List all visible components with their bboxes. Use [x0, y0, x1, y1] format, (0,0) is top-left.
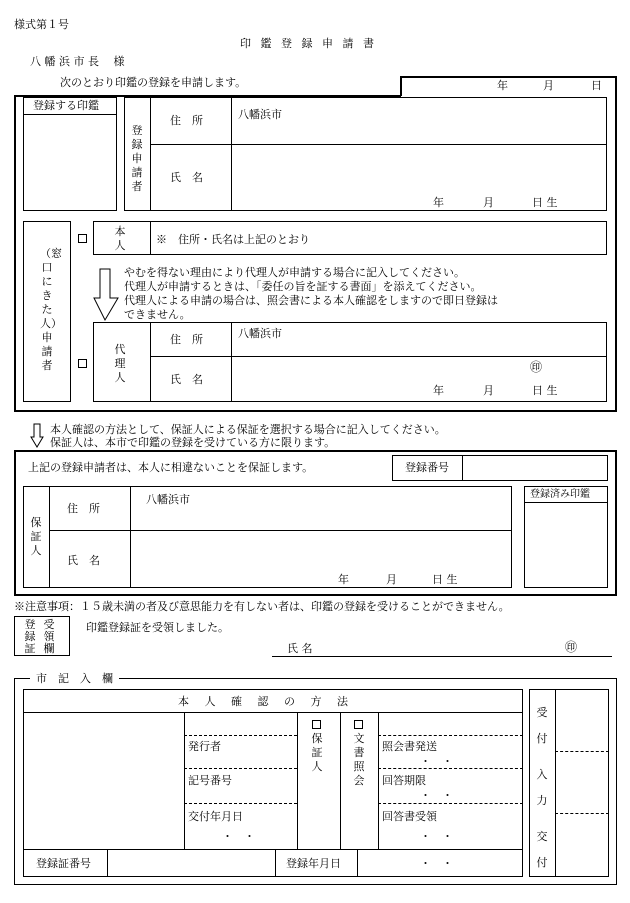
reply-deadline-dots: ・ ・	[420, 789, 453, 802]
guarantor-note-2: 保証人は、本市で印鑑の登録を受けている方に限ります。	[50, 436, 336, 449]
guarantor-note-1: 本人確認の方法として、保証人による保証を選択する場合に記入してください。	[50, 423, 446, 436]
proxy-instruction-3: 代理人による申請の場合は、照会書による本人確認をしますので即日登録は	[124, 294, 498, 307]
guarantor-birth-day-label: 日 生	[432, 573, 458, 586]
intro-text: 次のとおり印鑑の登録を申請します。	[60, 76, 247, 89]
proxy-name-field[interactable]	[238, 360, 428, 390]
guarantor-arrow-icon	[30, 423, 44, 449]
guarantor-reg-number-field[interactable]	[465, 457, 605, 479]
receipt-text: 印鑑登録証を受領しました。	[86, 621, 229, 634]
applicant-group-label: 登録申請者	[131, 124, 143, 193]
applicant-birth-day-label: 日 生	[532, 196, 558, 209]
applicant-address-label: 住 所	[170, 114, 203, 127]
proxy-birth-month-label: 月	[483, 384, 494, 397]
applicant-birth-year-label: 年	[433, 196, 444, 209]
proxy-checkbox[interactable]	[78, 359, 87, 368]
registered-seal-label: 登録する印鑑	[33, 99, 99, 112]
proxy-instruction-4: できません。	[124, 308, 191, 321]
proxy-birth-year-label: 年	[433, 384, 444, 397]
input-label: 入力	[536, 768, 548, 807]
application-day-label: 日	[591, 79, 602, 92]
proxy-address-field[interactable]: 八幡浜市	[238, 327, 282, 340]
symbol-number-label: 記号番号	[188, 774, 232, 787]
form-title: 印 鑑 登 録 申 請 書	[240, 37, 377, 50]
applicant-address-field[interactable]: 八幡浜市	[238, 108, 282, 121]
proxy-label: 代理人	[114, 343, 126, 384]
receipt-name-field[interactable]	[320, 638, 550, 656]
reg-cert-number-label: 登録証番号	[36, 857, 91, 870]
city-section-title: 市 記 入 欄	[30, 672, 119, 685]
guarantor-option-checkbox[interactable]	[312, 720, 321, 729]
guarantor-reg-number-label: 登録番号	[405, 461, 449, 474]
document-inquiry-label: 文書照会	[353, 732, 365, 787]
guarantor-address-field[interactable]: 八幡浜市	[146, 493, 190, 506]
guarantor-birth-month-label: 月	[386, 573, 397, 586]
guarantor-birth-year-label: 年	[338, 573, 349, 586]
receipt-name-label: 氏 名	[287, 642, 313, 655]
guarantor-registered-seal-label: 登録済み印鑑	[530, 489, 590, 500]
document-inquiry-checkbox[interactable]	[354, 720, 363, 729]
applicant-birth-month-label: 月	[483, 196, 494, 209]
guarantor-name-field[interactable]	[140, 536, 330, 570]
receipt-seal-mark: ㊞	[565, 640, 578, 654]
issue-date-dots: ・ ・	[222, 830, 255, 843]
reception-label: 受付	[536, 706, 548, 745]
proxy-name-label: 氏 名	[170, 373, 203, 386]
application-month-label: 月	[543, 79, 554, 92]
guarantor-address-label: 住 所	[67, 502, 100, 515]
receipt-label-col2: 受領欄	[43, 618, 55, 655]
guarantor-name-label: 氏 名	[67, 554, 100, 567]
proxy-instruction-1: やむを得ない理由により代理人が申請する場合に記入してください。	[124, 266, 465, 279]
form-number: 様式第１号	[14, 18, 69, 31]
applicant-name-field[interactable]	[238, 150, 428, 190]
verification-title: 本 人 確 認 の 方 法	[178, 695, 354, 708]
guarantor-group-label: 保証人	[30, 516, 42, 557]
receipt-label-col1: 登録証	[24, 618, 36, 655]
caution-note: ※注意事項：１５歳未満の者及び意思能力を有しない者は、印鑑の登録を受けることができません。	[14, 600, 510, 613]
proxy-address-label: 住 所	[170, 333, 203, 346]
reg-cert-number-field[interactable]	[110, 851, 272, 875]
reply-deadline-label: 回答期限	[382, 774, 426, 787]
reply-received-dots: ・ ・	[420, 830, 453, 843]
inquiry-sent-dots: ・ ・	[420, 755, 453, 768]
issuance-label: 交付	[536, 830, 548, 869]
issuer-label: 発行者	[188, 740, 221, 753]
down-arrow-icon	[93, 268, 119, 322]
issue-date-label: 交付年月日	[188, 810, 243, 823]
addressee: 八 幡 浜 市 長 様	[30, 55, 125, 68]
applicant-name-label: 氏 名	[170, 171, 203, 184]
reg-date-label: 登録年月日	[286, 857, 341, 870]
self-label: 本人	[114, 225, 126, 252]
proxy-seal-mark: ㊞	[530, 360, 543, 374]
self-checkbox[interactable]	[78, 234, 87, 243]
reply-received-label: 回答書受領	[382, 810, 437, 823]
reg-date-dots: ・ ・	[420, 857, 453, 870]
self-note: ※ 住所・氏名は上記のとおり	[156, 233, 310, 246]
window-applicant-label: （窓口にきた人）申請者	[40, 247, 62, 372]
guarantor-option-label: 保証人	[311, 732, 323, 773]
guarantor-statement: 上記の登録申請者は、本人に相違ないことを保証します。	[28, 461, 314, 474]
proxy-instruction-2: 代理人が申請するときは、「委任の旨を証する書面」を添えてください。	[124, 280, 482, 293]
application-year-label: 年	[497, 79, 508, 92]
proxy-birth-day-label: 日 生	[532, 384, 558, 397]
inquiry-sent-label: 照会書発送	[382, 740, 437, 753]
